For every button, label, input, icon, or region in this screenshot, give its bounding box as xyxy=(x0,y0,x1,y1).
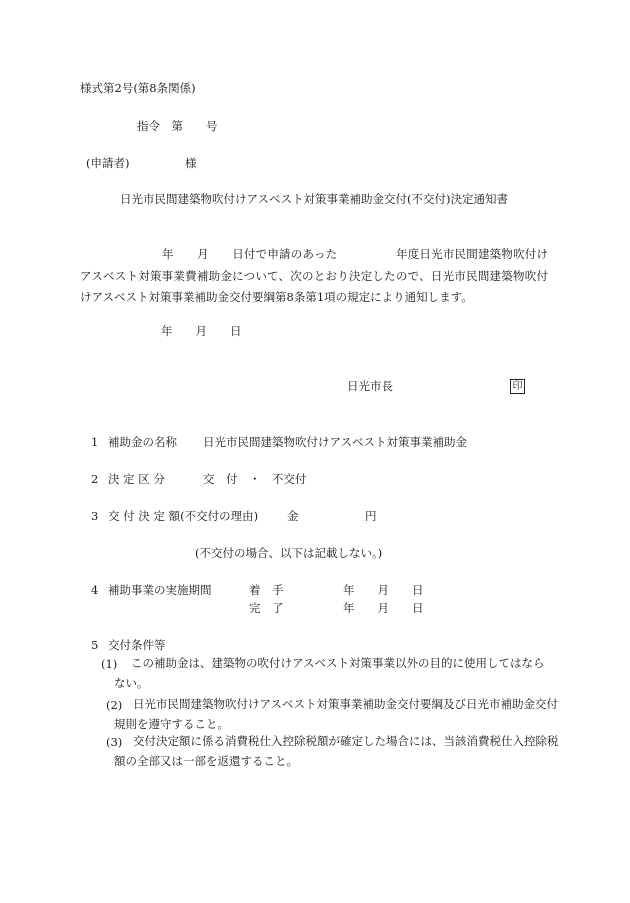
item-1-number: 1 xyxy=(91,435,99,449)
item-3-number: 3 xyxy=(91,509,99,523)
item-3-value-suffix: 円 xyxy=(365,509,377,523)
directive-number: 指令 第 号 xyxy=(137,119,218,133)
date-line: 年 月 日 xyxy=(161,324,242,338)
item-4-number: 4 xyxy=(91,583,99,597)
condition-2-text: 日光市民間建築物吹付けアスベスト対策事業補助金交付要綱及び日光市補助金交付規則を遵守すること。 xyxy=(114,697,559,731)
item-4-end-label: 完 了 xyxy=(249,601,284,615)
item-2-label: 決 定 区 分 xyxy=(108,472,165,486)
item-4-end-date: 年 月 日 xyxy=(343,601,424,615)
item-4-start-label: 着 手 xyxy=(249,583,284,597)
condition-2-number: (2) xyxy=(106,698,123,712)
condition-3-number: (3) xyxy=(106,735,123,749)
issuer-name: 日光市長 xyxy=(347,379,393,393)
item-1-label: 補助金の名称 xyxy=(108,435,177,449)
document-title: 日光市民間建築物吹付けアスベスト対策事業補助金交付(不交付)決定通知書 xyxy=(120,192,509,206)
item-5-number: 5 xyxy=(91,638,99,652)
item-4-label: 補助事業の実施期間 xyxy=(108,583,212,597)
non-grant-note: (不交付の場合、以下は記載しない。) xyxy=(195,546,383,560)
form-label: 様式第2号(第8条関係) xyxy=(80,81,196,95)
item-4-start-date: 年 月 日 xyxy=(343,583,424,597)
condition-1-number: (1) xyxy=(101,657,118,671)
seal-mark: 印 xyxy=(510,379,525,394)
item-5-label: 交付条件等 xyxy=(108,638,166,652)
applicant-label: (申請者) xyxy=(86,156,130,170)
item-3-value-prefix: 金 xyxy=(287,509,299,523)
item-1-value: 日光市民間建築物吹付けアスベスト対策事業補助金 xyxy=(203,435,468,449)
condition-1-text: この補助金は、建築物の吹付けアスベスト対策事業以外の目的に使用してはならない。 xyxy=(114,656,545,690)
condition-3-text: 交付決定額に係る消費税仕入控除税額が確定した場合には、当該消費税仕入控除税額の全部又は一部を返還すること。 xyxy=(114,734,559,768)
item-2-value: 交 付 ・ 不交付 xyxy=(203,472,307,486)
item-2-number: 2 xyxy=(91,472,99,486)
body-paragraph: 年 月 日付で申請のあった 年度日光市民間建築物吹付けアスベスト対策事業費補助金について、次のとおり決定したので、日光市民間建築物吹付けアスベスト対策事業補助金交付要綱第8条第1項の規定により通知します。 xyxy=(80,247,548,304)
item-3-label: 交 付 決 定 額(不交付の理由) xyxy=(108,509,259,523)
applicant-honorific: 様 xyxy=(185,156,197,170)
